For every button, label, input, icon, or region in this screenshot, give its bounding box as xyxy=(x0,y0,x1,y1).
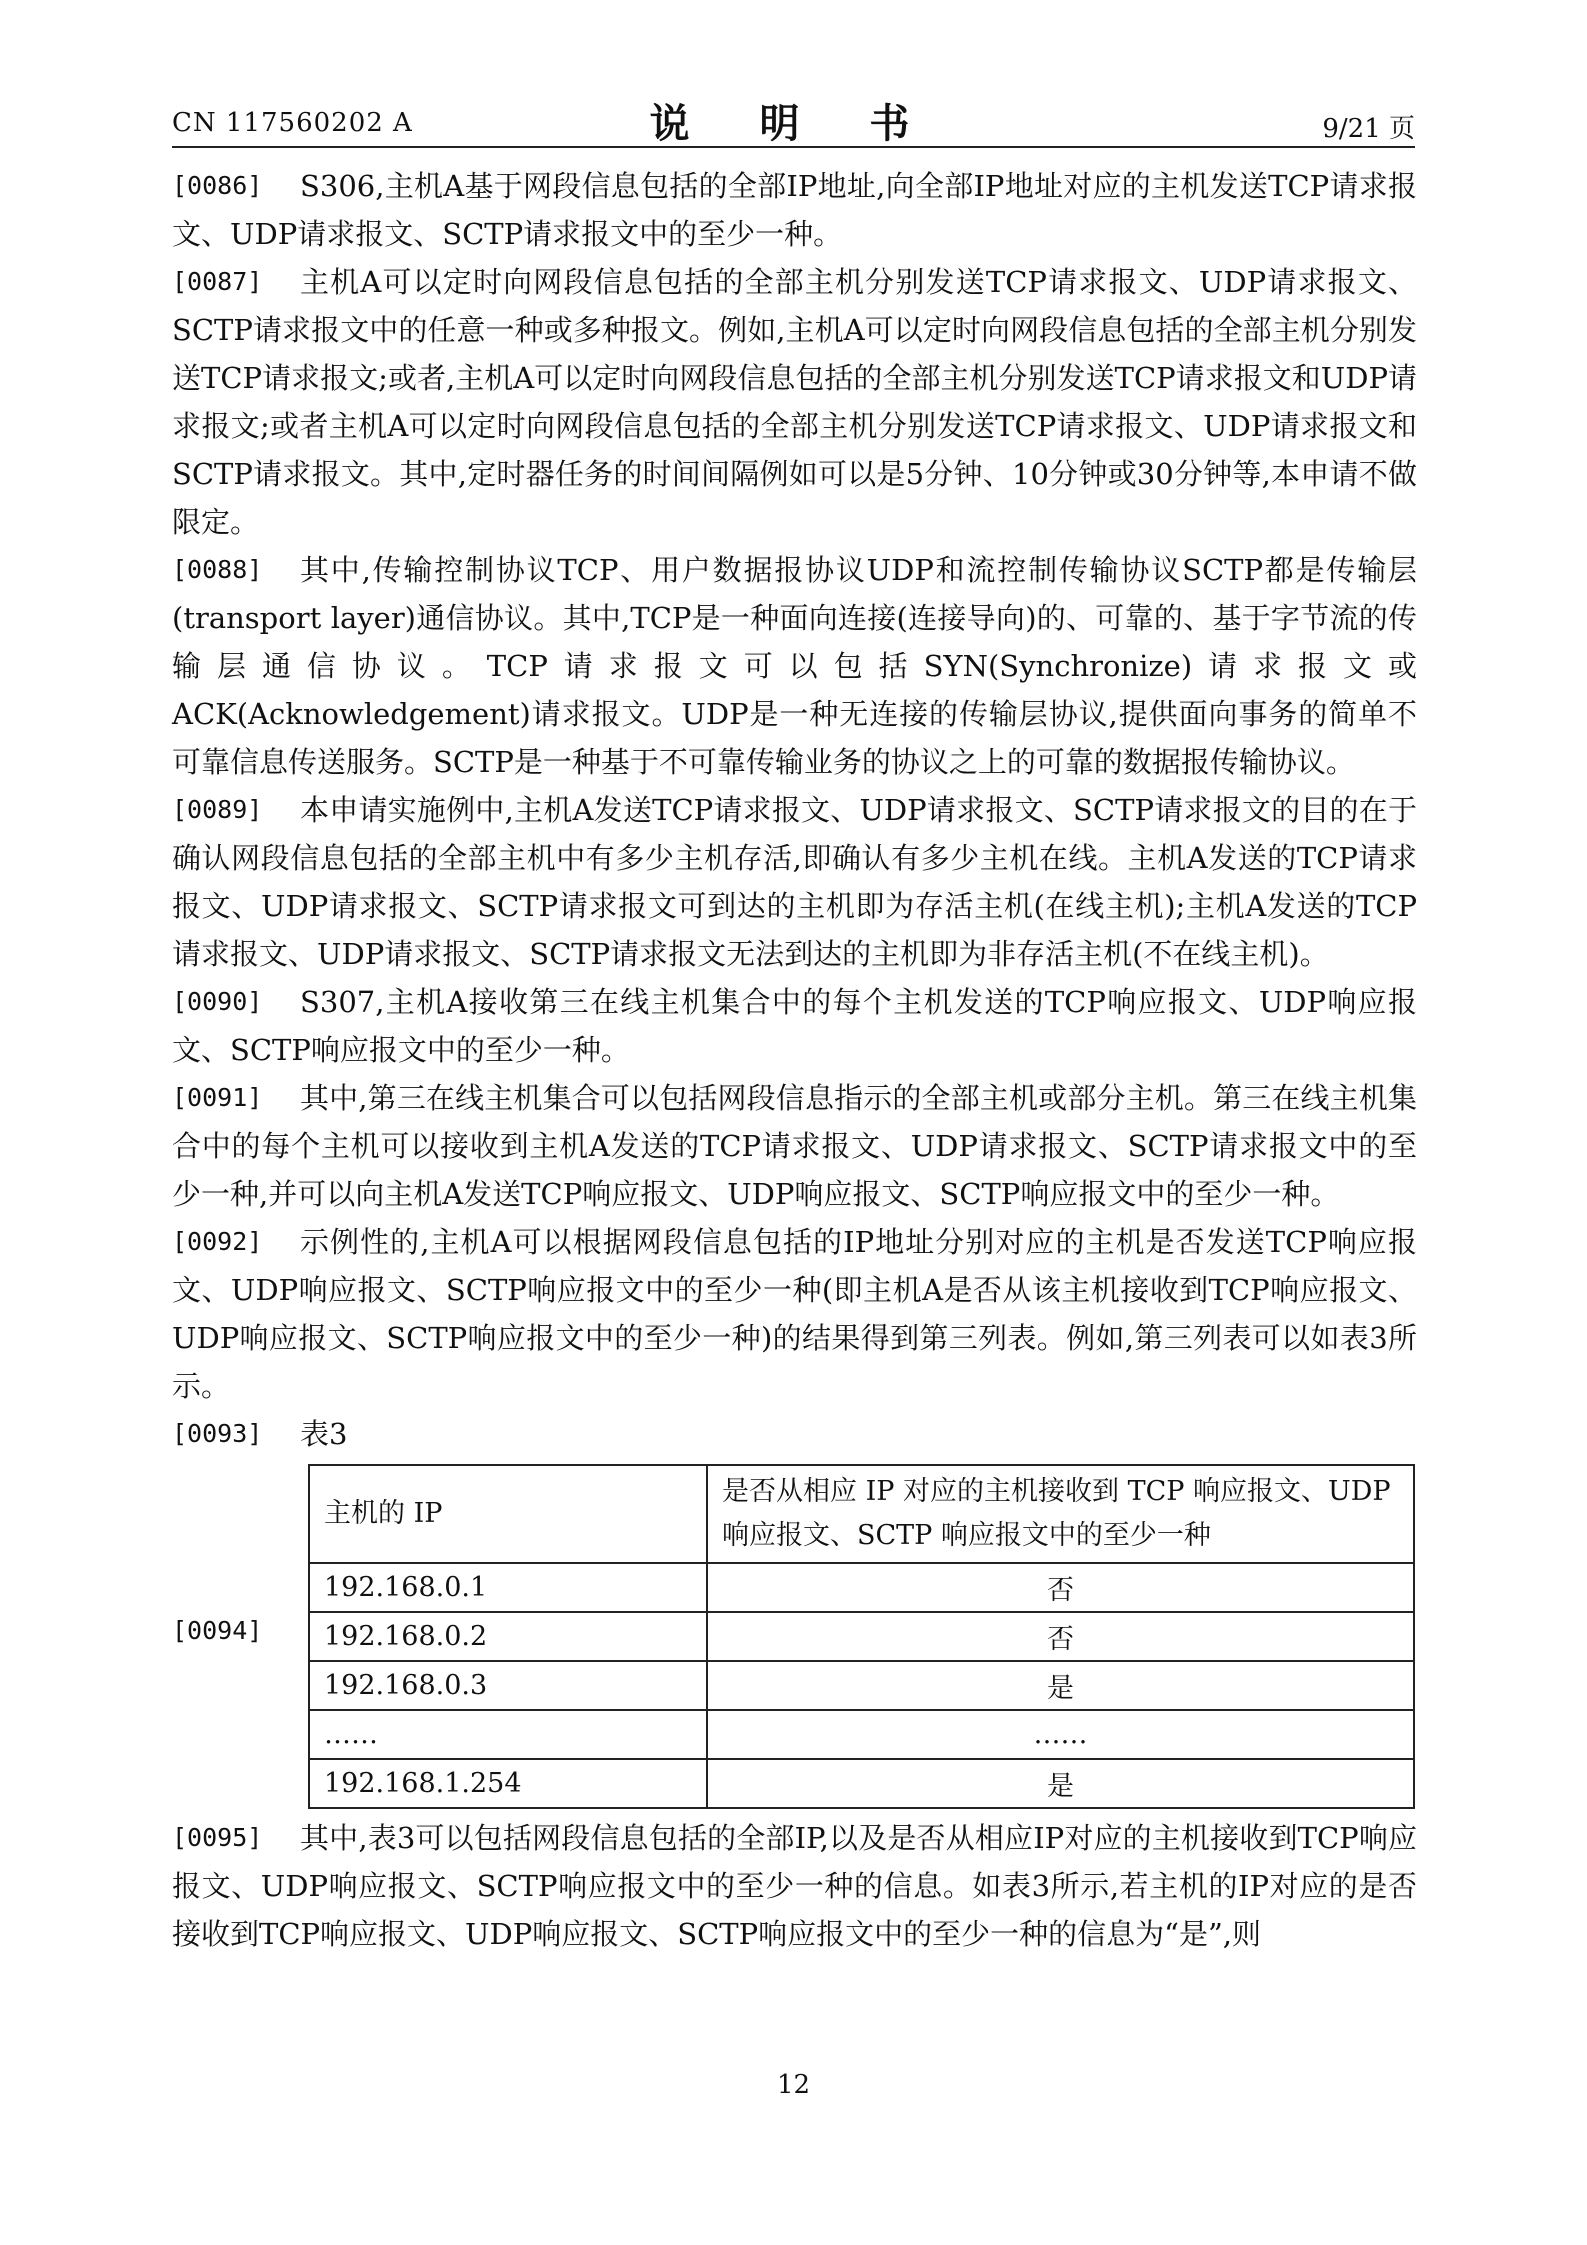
cell-received: 是 xyxy=(707,1759,1414,1808)
paragraph-number: [0089] xyxy=(172,795,263,824)
paragraph-text: 示例性的,主机A可以根据网段信息包括的IP地址分别对应的主机是否发送TCP响应报文、UDP响应报文、SCTP响应报文中的至少一种(即主机A是否从该主机接收到TCP响应报文、UDP响应报文、SCTP响应报文中的至少一种)的结果得到第三列表。例如,第三列表可以如表3所示。 xyxy=(172,1225,1417,1403)
paragraph-0089 xyxy=(172,786,1417,978)
table-row xyxy=(309,1759,1414,1808)
table-block xyxy=(172,1464,1417,1804)
paragraph-text: 其中,第三在线主机集合可以包括网段信息指示的全部主机或部分主机。第三在线主机集合中的每个主机可以接收到主机A发送的TCP请求报文、UDP请求报文、SCTP请求报文中的至少一种,并可以向主机A发送TCP响应报文、UDP响应报文、SCTP响应报文中的至少一种。 xyxy=(172,1081,1417,1211)
paragraph-number: [0088] xyxy=(172,555,263,584)
paragraph-0091 xyxy=(172,1074,1417,1218)
cell-ip: 192.168.0.1 xyxy=(309,1563,707,1612)
cell-ip: 192.168.1.254 xyxy=(309,1759,707,1808)
header-cell-received: 是否从相应 IP 对应的主机接收到 TCP 响应报文、UDP 响应报文、SCTP 响应报文中的至少一种 xyxy=(707,1465,1414,1563)
table-3 xyxy=(308,1464,1415,1809)
cell-received: …… xyxy=(707,1710,1414,1759)
paragraph-0092 xyxy=(172,1218,1417,1410)
cell-received: 是 xyxy=(707,1661,1414,1710)
table-row xyxy=(309,1563,1414,1612)
paragraph-0090 xyxy=(172,978,1417,1074)
paragraph-number: [0094] xyxy=(172,1616,263,1645)
patent-number: CN 117560202 A xyxy=(172,108,413,138)
header-divider xyxy=(172,146,1415,148)
cell-received: 否 xyxy=(707,1612,1414,1661)
paragraph-0095 xyxy=(172,1814,1417,1958)
paragraph-text: 其中,传输控制协议TCP、用户数据报协议UDP和流控制传输协议SCTP都是传输层(transport layer)通信协议。其中,TCP是一种面向连接(连接导向)的、可靠的、基于字节流的传输层通信协议。TCP请求报文可以包括SYN(Synchronize)请求报文或ACK(Acknowledgement)请求报文。UDP是一种无连接的传输层协议,提供面向事务的简单不可靠信息传送服务。SCTP是一种基于不可靠传输业务的协议之上的可靠的数据报传输协议。 xyxy=(172,553,1417,779)
table-row xyxy=(309,1710,1414,1759)
cell-received: 否 xyxy=(707,1563,1414,1612)
paragraph-number: [0091] xyxy=(172,1083,263,1112)
paragraph-text: 本申请实施例中,主机A发送TCP请求报文、UDP请求报文、SCTP请求报文的目的在于确认网段信息包括的全部主机中有多少主机存活,即确认有多少主机在线。主机A发送的TCP请求报文、UDP请求报文、SCTP请求报文可到达的主机即为存活主机(在线主机);主机A发送的TCP请求报文、UDP请求报文、SCTP请求报文无法到达的主机即为非存活主机(不在线主机)。 xyxy=(172,793,1417,971)
document-body xyxy=(172,162,1417,1958)
paragraph-0086 xyxy=(172,162,1417,258)
paragraph-number: [0090] xyxy=(172,987,263,1016)
paragraph-text: S306,主机A基于网段信息包括的全部IP地址,向全部IP地址对应的主机发送TCP请求报文、UDP请求报文、SCTP请求报文中的至少一种。 xyxy=(172,169,1417,251)
table-caption: 表3 xyxy=(300,1417,348,1451)
document-title: 说 明 书 xyxy=(649,100,938,147)
paragraph-number: [0087] xyxy=(172,267,263,296)
paragraph-number: [0095] xyxy=(172,1823,263,1852)
cell-ip: …… xyxy=(309,1710,707,1759)
paragraph-0093 xyxy=(172,1410,1417,1458)
cell-ip: 192.168.0.3 xyxy=(309,1661,707,1710)
paragraph-0087 xyxy=(172,258,1417,546)
paragraph-number: [0086] xyxy=(172,171,263,200)
table-row xyxy=(309,1612,1414,1661)
paragraph-number: [0092] xyxy=(172,1227,263,1256)
paragraph-0088 xyxy=(172,546,1417,786)
paragraph-text: 主机A可以定时向网段信息包括的全部主机分别发送TCP请求报文、UDP请求报文、SCTP请求报文中的任意一种或多种报文。例如,主机A可以定时向网段信息包括的全部主机分别发送TCP请求报文;或者,主机A可以定时向网段信息包括的全部主机分别发送TCP请求报文和UDP请求报文;或者主机A可以定时向网段信息包括的全部主机分别发送TCP请求报文、UDP请求报文和SCTP请求报文。其中,定时器任务的时间间隔例如可以是5分钟、10分钟或30分钟等,本申请不做限定。 xyxy=(172,265,1417,539)
page-number: 12 xyxy=(776,2070,811,2100)
header-cell-ip: 主机的 IP xyxy=(309,1465,707,1563)
paragraph-text: S307,主机A接收第三在线主机集合中的每个主机发送的TCP响应报文、UDP响应报文、SCTP响应报文中的至少一种。 xyxy=(172,985,1417,1067)
table-header-row xyxy=(309,1465,1414,1563)
paragraph-number: [0093] xyxy=(172,1419,263,1448)
paragraph-text: 其中,表3可以包括网段信息包括的全部IP,以及是否从相应IP对应的主机接收到TCP响应报文、UDP响应报文、SCTP响应报文中的至少一种的信息。如表3所示,若主机的IP对应的是否接收到TCP响应报文、UDP响应报文、SCTP响应报文中的至少一种的信息为“是”,则 xyxy=(172,1821,1417,1951)
cell-ip: 192.168.0.2 xyxy=(309,1612,707,1661)
table-row xyxy=(309,1661,1414,1710)
page-indicator: 9/21 页 xyxy=(1322,114,1415,144)
